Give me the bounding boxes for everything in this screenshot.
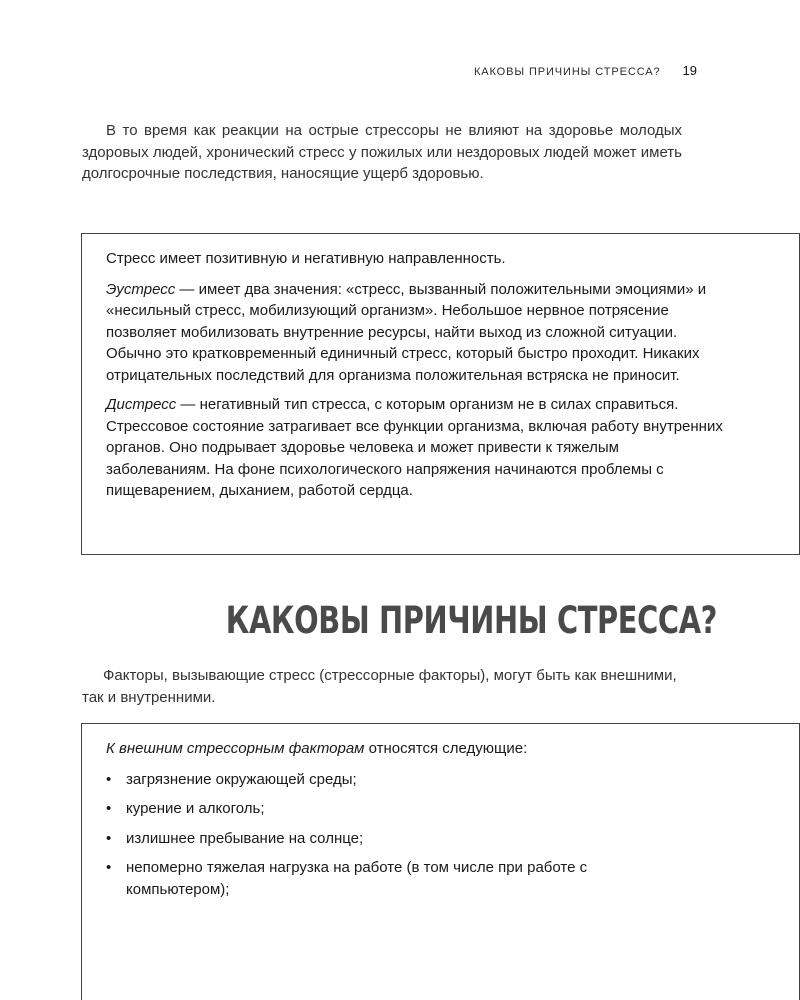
eustress-term: Эустресс xyxy=(106,280,176,298)
stress-types-box xyxy=(81,233,800,555)
external-factors-box xyxy=(81,723,800,1000)
running-header xyxy=(0,63,697,78)
list-item xyxy=(106,769,686,791)
bullet-icon: • xyxy=(106,770,112,788)
list-item xyxy=(106,798,686,820)
external-factors-lead xyxy=(106,738,799,760)
external-factors-term: К внешним стрессорным факторам xyxy=(106,740,365,757)
distress-text: — негативный тип стресса, с которым организм не в силах справиться. Стрессовое состояние затрагивает все функции организма, включая работу внутренних органов. Оно подрывает здоровье человека и может привести к тяжелым заболеваниям. На фоне психологического напряжения начинаются проблемы с пищеварением, дыханием, работой сердца. xyxy=(106,396,723,499)
list-item-text: непомерно тяжелая нагрузка на работе (в том числе при работе с компьютером); xyxy=(126,859,588,898)
distress-paragraph xyxy=(106,394,726,502)
page-number: 19 xyxy=(682,63,697,78)
bullet-icon: • xyxy=(106,800,112,817)
list-item-text: загрязнение окружающей среды; xyxy=(126,770,357,788)
bullet-icon: • xyxy=(106,829,112,847)
list-item-text: излишнее пребывание на солнце; xyxy=(126,829,364,847)
distress-term: Дистресс xyxy=(106,396,177,413)
eustress-paragraph xyxy=(106,279,726,387)
stress-types-lead: Стресс имеет позитивную и негативную направленность. xyxy=(106,250,506,267)
external-factors-list xyxy=(106,769,799,901)
factors-paragraph: Факторы, вызывающие стресс (стрессорные факторы), могут быть как внешними, так и внутренними. xyxy=(82,667,677,706)
list-item xyxy=(106,828,686,850)
list-item-text: курение и алкоголь; xyxy=(126,800,265,817)
running-title: КАКОВЫ ПРИЧИНЫ СТРЕССА? xyxy=(473,66,661,78)
list-item xyxy=(106,857,686,900)
external-factors-lead-text: относятся следующие: xyxy=(364,740,528,757)
eustress-text: — имеет два значения: «стресс, вызванный положительными эмоциями» и «несильный стресс, мобилизующий организм». Небольшое нервное потрясение позволяет мобилизовать внутренние ресурсы, найти выход из сложной ситуации. Обычно это кратковременный единичный стресс, который быстро проходит. Никаких отрицательных последствий для организма положительная встряска не приносит. xyxy=(106,280,707,384)
bullet-icon: • xyxy=(106,859,112,876)
intro-paragraph: В то время как реакции на острые стрессоры не влияют на здоровье молодых здоровых людей, хронический стресс у пожилых или нездоровых людей может иметь долгосрочные последствия, наносящие ущерб здоровью. xyxy=(82,122,682,182)
section-heading: КАКОВЫ ПРИЧИНЫ СТРЕССА? xyxy=(225,599,717,642)
